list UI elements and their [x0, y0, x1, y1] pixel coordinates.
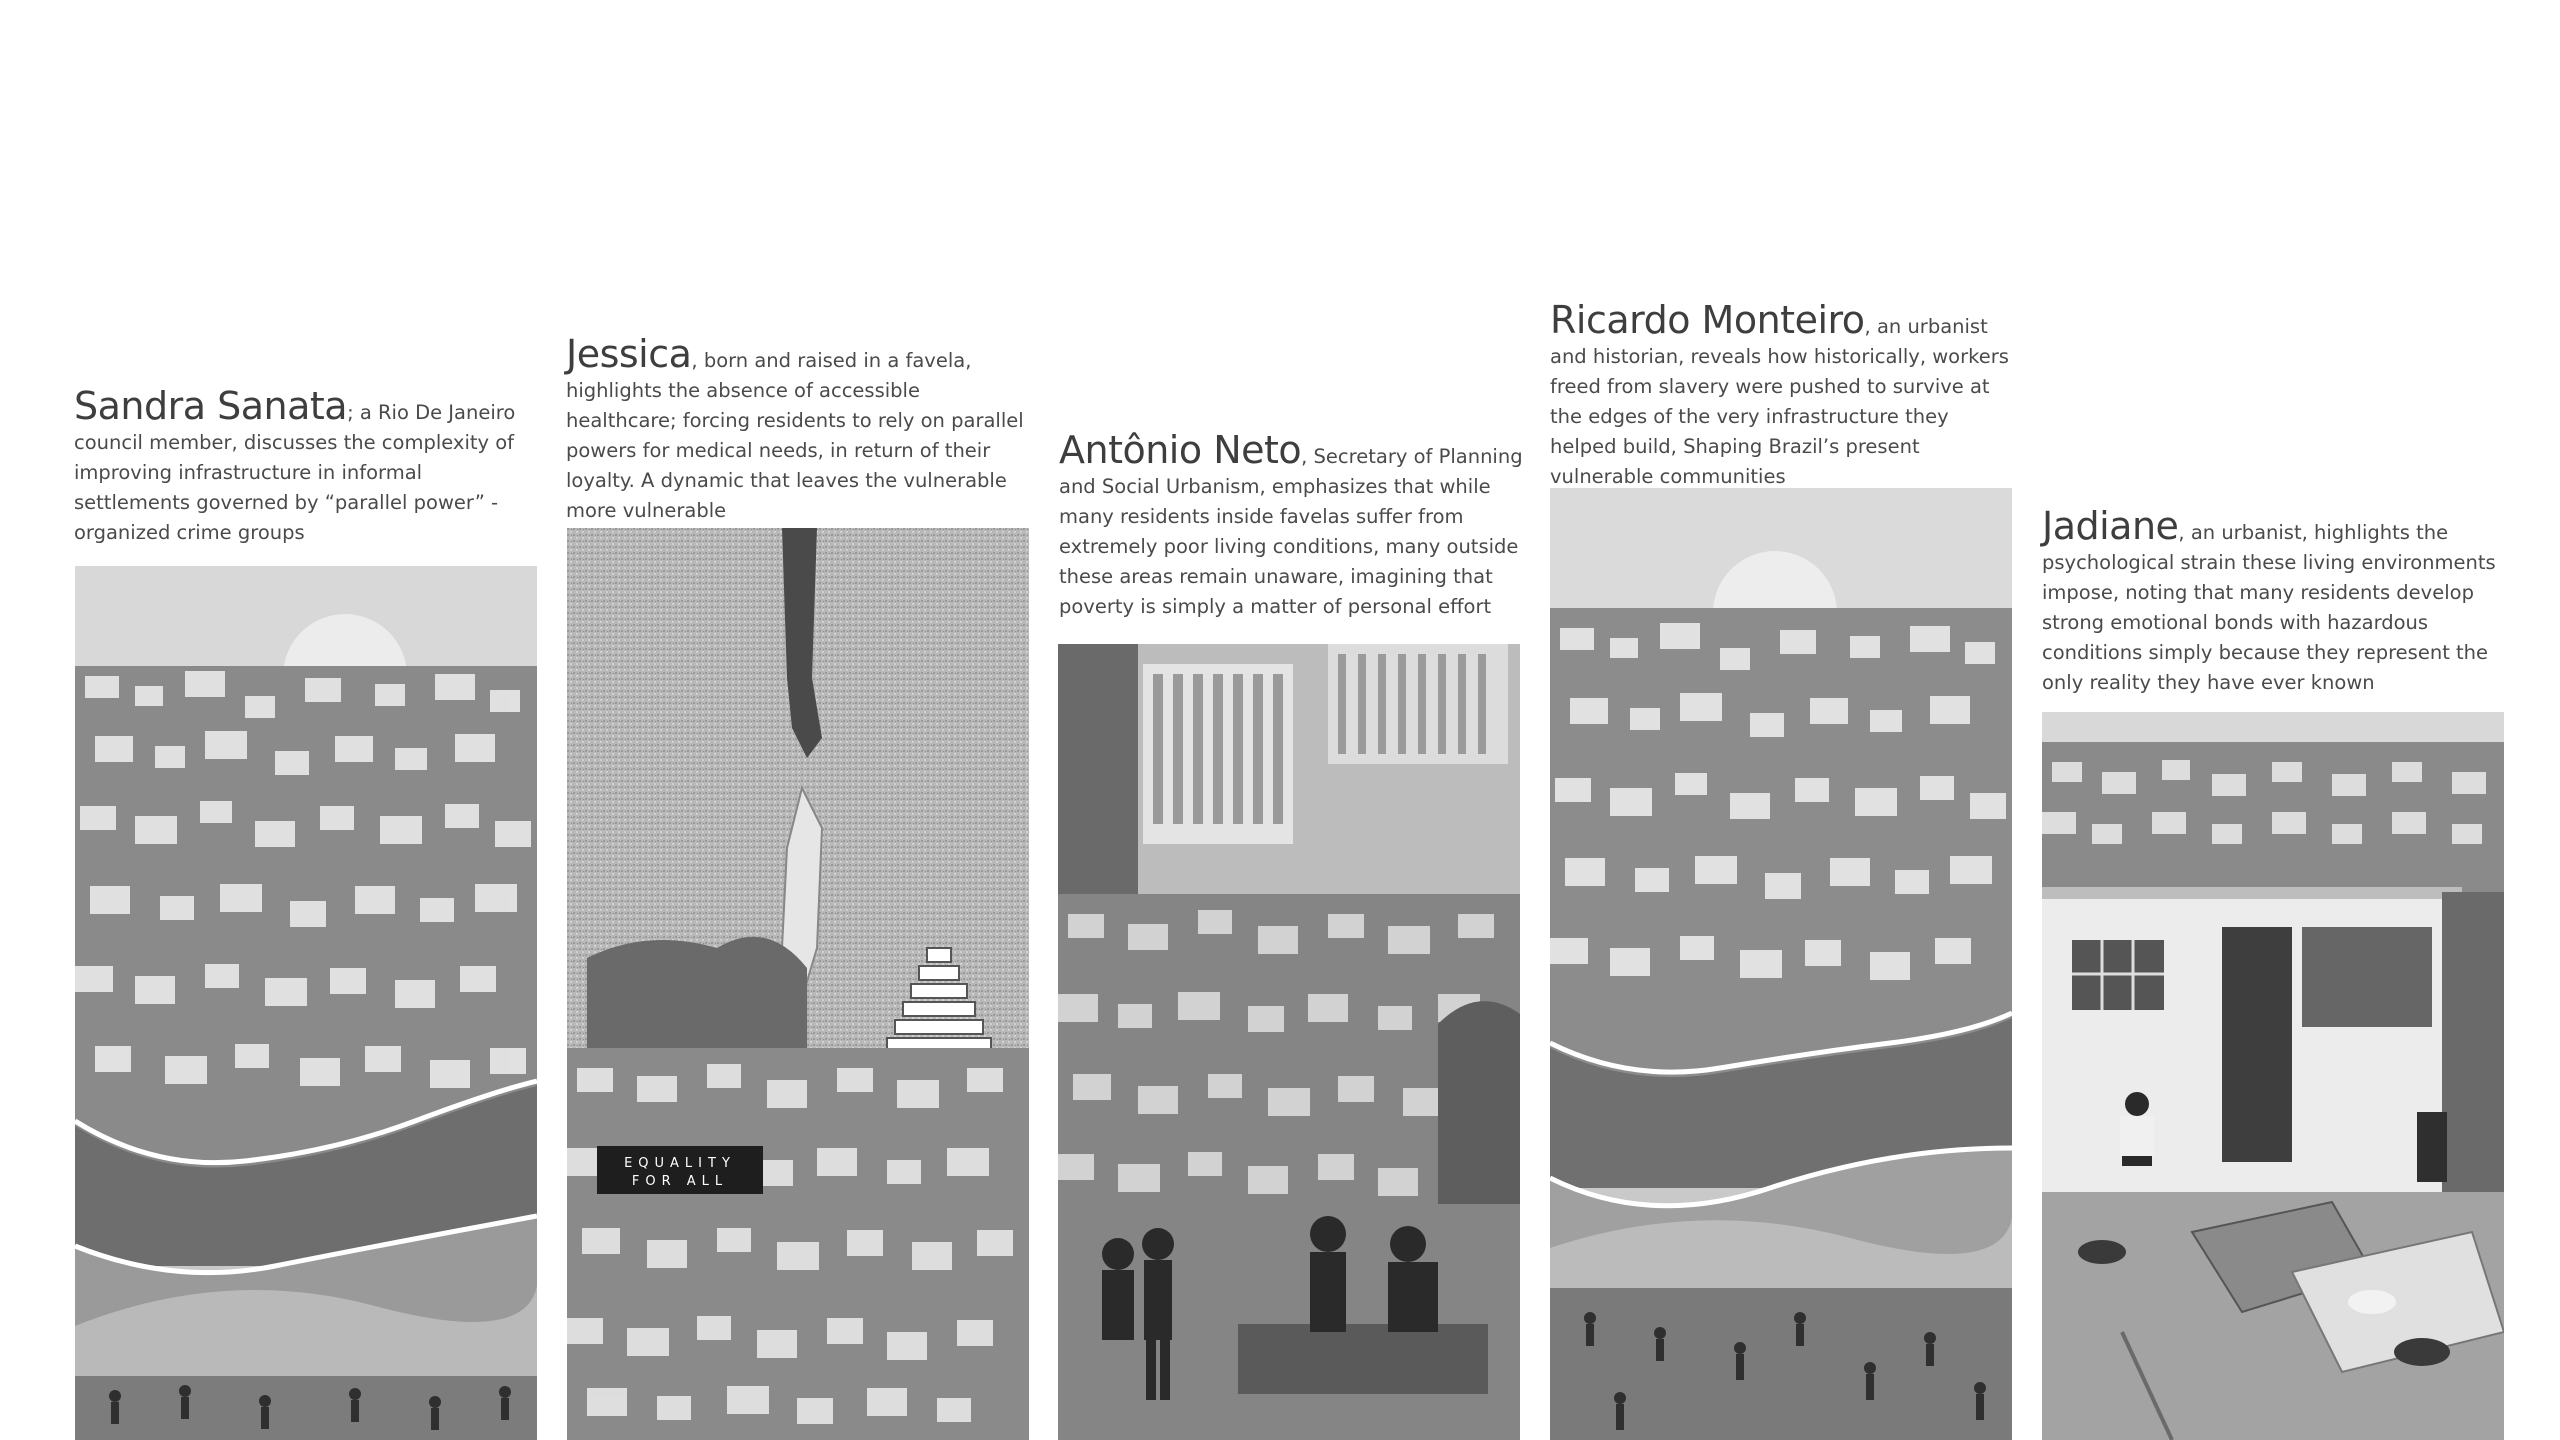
person-description: , Secretary of Planning and Social Urbanism, emphasizes that while many residents inside favelas suffer from extremely poor living conditions, many outside these areas remain unaware, imagining that poverty is simply a matter of personal effort [1059, 445, 1523, 618]
person-description: ; a Rio De Janeiro council member, discusses the complexity of improving infrastructure in informal settlements governed by “parallel power” - organized crime groups [74, 401, 516, 544]
caption-sandra [72, 386, 542, 548]
person-name: Ricardo Monteiro [1550, 298, 1865, 342]
caption-jadiane [2040, 506, 2510, 698]
collage-image-jessica [567, 528, 1029, 1440]
panel-jessica [564, 334, 1034, 526]
caption-antonio [1057, 430, 1527, 622]
sign-line-2: FOR ALL [631, 1174, 729, 1189]
person-description: , an urbanist and historian, reveals how historically, workers freed from slavery were pushed to survive at the edges of the very infrastructure they helped build, Shaping Brazil’s present vulnerable communities [1550, 315, 2009, 488]
panel-antonio-neto [1057, 430, 1527, 622]
person-name: Jadiane [2042, 504, 2179, 548]
collage-image-antonio [1058, 644, 1520, 1440]
collage-image-sandra [75, 566, 537, 1440]
collage-image-ricardo [1550, 488, 2012, 1440]
caption-ricardo [1548, 300, 2018, 492]
panel-jadiane [2040, 506, 2510, 698]
person-name: Jessica [566, 332, 692, 376]
panel-ricardo-monteiro [1548, 300, 2018, 492]
person-name: Antônio Neto [1059, 428, 1302, 472]
person-description: , born and raised in a favela, highlights the absence of accessible healthcare; forcing residents to rely on parallel powers for medical needs, in return of their loyalty. A dynamic that leaves the vulnerable more vulnerable [566, 349, 1024, 522]
collage-image-jadiane [2042, 712, 2504, 1440]
panel-sandra-sanata [72, 386, 542, 548]
person-name: Sandra Sanata [74, 384, 348, 428]
caption-jessica [564, 334, 1034, 526]
person-description: , an urbanist, highlights the psychological strain these living environments impose, noting that many residents develop strong emotional bonds with hazardous conditions simply because they represent the only reality they have ever known [2042, 521, 2496, 694]
sign-line-1: EQUALITY [624, 1156, 736, 1171]
